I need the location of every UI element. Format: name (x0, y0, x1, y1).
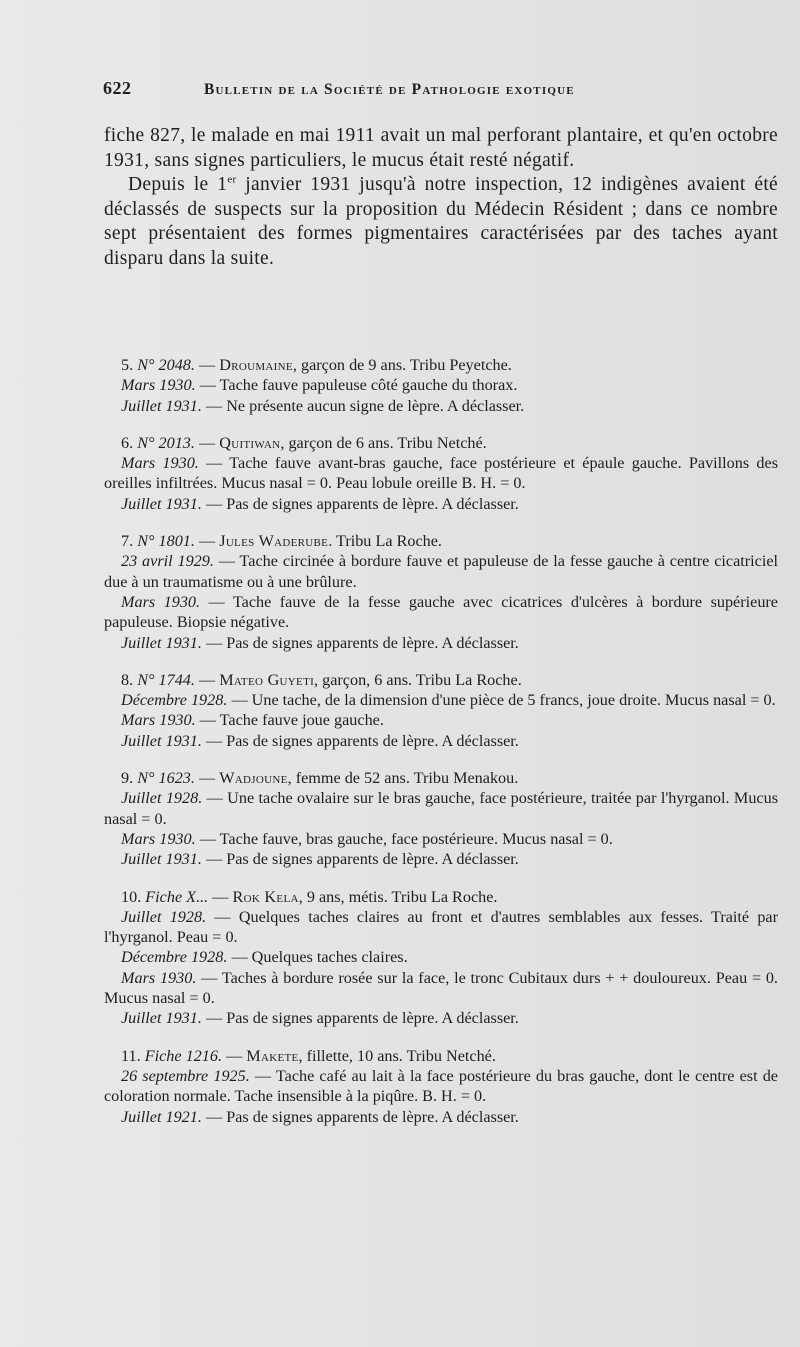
patient-details: , 9 ans, métis. Tribu La Roche. (298, 887, 498, 906)
case-reference: Fiche 1216. (144, 1046, 223, 1065)
observation (104, 453, 778, 494)
page-number: 622 (103, 78, 132, 98)
observation (104, 1107, 778, 1127)
observation-text: — Tache fauve avant-bras gauche, face postérieure et épaule gauche. Pavillons des oreilles infiltrées. Mucus nasal = 0. Peau lobule oreille B. H. = 0. (104, 454, 778, 493)
observation-text: — Tache fauve de la fesse gauche avec cicatrices d'ulcères à bordure supérieure papuleuse. Biopsie négative. (104, 592, 778, 632)
observation (104, 592, 778, 633)
observation-date: Juillet 1931. (121, 633, 202, 652)
case-number: 11. (121, 1046, 141, 1065)
patient-name: Jules Waderube (219, 532, 329, 551)
patient-details: , garçon de 6 ans. Tribu Netché. (280, 433, 487, 452)
observation-date: Juillet 1928. (121, 907, 207, 926)
case-entry (104, 887, 778, 1029)
case-entry (104, 433, 778, 514)
case-number: 8. (121, 670, 134, 689)
observation-date: Mars 1930. (121, 711, 196, 730)
case-number: 6. (121, 433, 134, 452)
running-title: Bulletin de la Société de Pathologie exotique (204, 81, 575, 98)
observation-text: — Taches à bordure rosée sur la face, le tronc Cubitaux durs + + douloureux. Peau = 0. Mucus nasal = 0. (104, 968, 778, 1008)
observation-text: — Une tache ovalaire sur le bras gauche, face postérieure, traitée par l'hyrganol. Mucus nasal = 0. (104, 789, 779, 828)
observation (104, 1066, 778, 1107)
observation (104, 829, 778, 849)
observation-date: Juillet 1928. (121, 789, 203, 808)
observation-text: — Tache circinée à bordure fauve et papuleuse de la fesse gauche à centre cicatriciel due à un traumatisme ou à une brûlure. (104, 552, 779, 591)
observation (104, 731, 778, 751)
observation-date: Juillet 1931. (121, 731, 202, 750)
observation-text: — Pas de signes apparents de lèpre. A déclasser. (201, 1009, 519, 1028)
observation-text: — Tache fauve joue gauche. (195, 711, 384, 730)
case-number: 5. (121, 356, 134, 374)
patient-name: Droumaine (219, 356, 293, 374)
case-entry (104, 531, 778, 653)
case-reference: N° 2048. (137, 356, 195, 374)
observation-text: — Pas de signes apparents de lèpre. A déclasser. (201, 731, 519, 750)
observation-date: 23 avril 1929. (121, 552, 214, 571)
case-entry (104, 1046, 778, 1127)
observation-date: Décembre 1928. (121, 691, 228, 710)
patient-name: Wadjoune (219, 769, 288, 788)
intro-p2-start: Depuis le 1 (128, 174, 228, 195)
intro-text (104, 124, 778, 271)
intro-paragraph-1: fiche 827, le malade en mai 1911 avait un mal perforant plantaire, et qu'en octobre 1931, sans signes particuliers, le mucus était resté négatif. (104, 125, 778, 171)
observation (104, 494, 778, 514)
observation-date: Juillet 1931. (121, 494, 202, 513)
patient-name: Mateo Guyeti (219, 670, 315, 689)
observation-text: — Pas de signes apparents de lèpre. A déclasser. (201, 494, 519, 513)
observation (104, 947, 778, 967)
patient-details: . Tribu La Roche. (328, 532, 442, 551)
observation-text: — Tache fauve papuleuse côté gauche du thorax. (195, 376, 518, 395)
observation-text: — Quelques taches claires au front et d'autres semblables aux fesses. Traité par l'hyrganol. Peau = 0. (104, 907, 779, 947)
patient-details: , fillette, 10 ans. Tribu Netché. (298, 1046, 496, 1065)
observation-date: Juillet 1931. (121, 850, 202, 869)
case-reference: N° 2013. (137, 433, 195, 452)
patient-name: Rok Kela (232, 887, 299, 906)
observation-date: Mars 1930. (121, 968, 197, 987)
patient-details: , garçon de 9 ans. Tribu Peyetche. (292, 356, 512, 374)
observation-text: — Tache café au lait à la face postérieure du bras gauche, dont le centre est de coloration normale. Tache insensible à la piqûre. B. H. = 0. (104, 1066, 778, 1106)
page-header (103, 78, 683, 104)
observation (104, 1008, 778, 1028)
observation-date: Mars 1930. (121, 376, 196, 395)
case-number: 10. (121, 887, 142, 906)
intro-p2-sup: er (227, 173, 237, 186)
case-heading: 8. N° 1744. — Mateo Guyeti, garçon, 6 ans. Tribu La Roche. (121, 670, 522, 689)
observation-text: — Pas de signes apparents de lèpre. A déclasser. (201, 1107, 519, 1126)
observation-text: — Ne présente aucun signe de lèpre. A déclasser. (201, 396, 525, 415)
intro-paragraph-2 (104, 173, 778, 271)
observation-date: Mars 1930. (121, 829, 196, 848)
case-number: 7. (121, 532, 134, 551)
observation-date: 26 septembre 1925. (121, 1066, 250, 1085)
case-heading: 6. N° 2013. — Quitiwan, garçon de 6 ans. Tribu Netché. (121, 433, 487, 452)
case-reference: N° 1623. (137, 769, 195, 788)
observation-date: Juillet 1931. (121, 1009, 202, 1028)
observation (104, 849, 778, 869)
observation-date: Mars 1930. (121, 592, 201, 611)
case-entry (104, 355, 778, 416)
observation-text: — Pas de signes apparents de lèpre. A déclasser. (201, 850, 519, 869)
observation (104, 710, 778, 730)
case-reference: Fiche X... (145, 887, 209, 906)
case-entry (104, 670, 778, 751)
case-heading: 5. N° 2048. — Droumaine, garçon de 9 ans. Tribu Peyetche. (121, 356, 512, 374)
observation (104, 788, 778, 829)
observation-text: — Une tache, de la dimension d'une pièce de 5 francs, joue droite. Mucus nasal = 0. (227, 691, 776, 710)
case-heading: 10. Fiche X... — Rok Kela, 9 ans, métis. Tribu La Roche. (121, 887, 498, 906)
observation (104, 375, 778, 395)
observation-date: Juillet 1931. (121, 396, 202, 415)
case-entries (104, 355, 778, 1144)
case-heading: 7. N° 1801. — Jules Waderube. Tribu La Roche. (121, 532, 442, 551)
observation-text: — Quelques taches claires. (227, 948, 408, 967)
observation (104, 690, 778, 710)
case-reference: N° 1744. (137, 670, 195, 689)
observation-date: Juillet 1921. (121, 1107, 202, 1126)
case-number: 9. (121, 769, 134, 788)
observation-text: — Pas de signes apparents de lèpre. A déclasser. (201, 633, 519, 652)
observation (104, 968, 778, 1009)
patient-details: , femme de 52 ans. Tribu Menakou. (287, 769, 519, 788)
observation (104, 633, 778, 653)
observation-text: — Tache fauve, bras gauche, face postérieure. Mucus nasal = 0. (195, 829, 613, 848)
intro-p2-end: janvier 1931 jusqu'à notre inspection, 12 indigènes avaient été déclassés de suspects sur la proposition du Médecin Résident ; dans ce nombre sept présentaient des formes pigmentaires caractérisées par des taches ayant disparu dans la suite. (104, 174, 778, 269)
observation-date: Décembre 1928. (121, 948, 228, 967)
patient-name: Quitiwan (219, 433, 281, 452)
observation (104, 551, 778, 592)
patient-details: , garçon, 6 ans. Tribu La Roche. (314, 670, 522, 689)
observation-date: Mars 1930. (121, 454, 199, 473)
case-heading: 11. Fiche 1216. — Makete, fillette, 10 ans. Tribu Netché. (121, 1046, 496, 1065)
observation (104, 396, 778, 416)
observation (104, 907, 778, 948)
case-reference: N° 1801. (137, 532, 195, 551)
case-entry (104, 768, 778, 869)
patient-name: Makete (246, 1046, 299, 1065)
case-heading: 9. N° 1623. — Wadjoune, femme de 52 ans. Tribu Menakou. (121, 769, 519, 788)
